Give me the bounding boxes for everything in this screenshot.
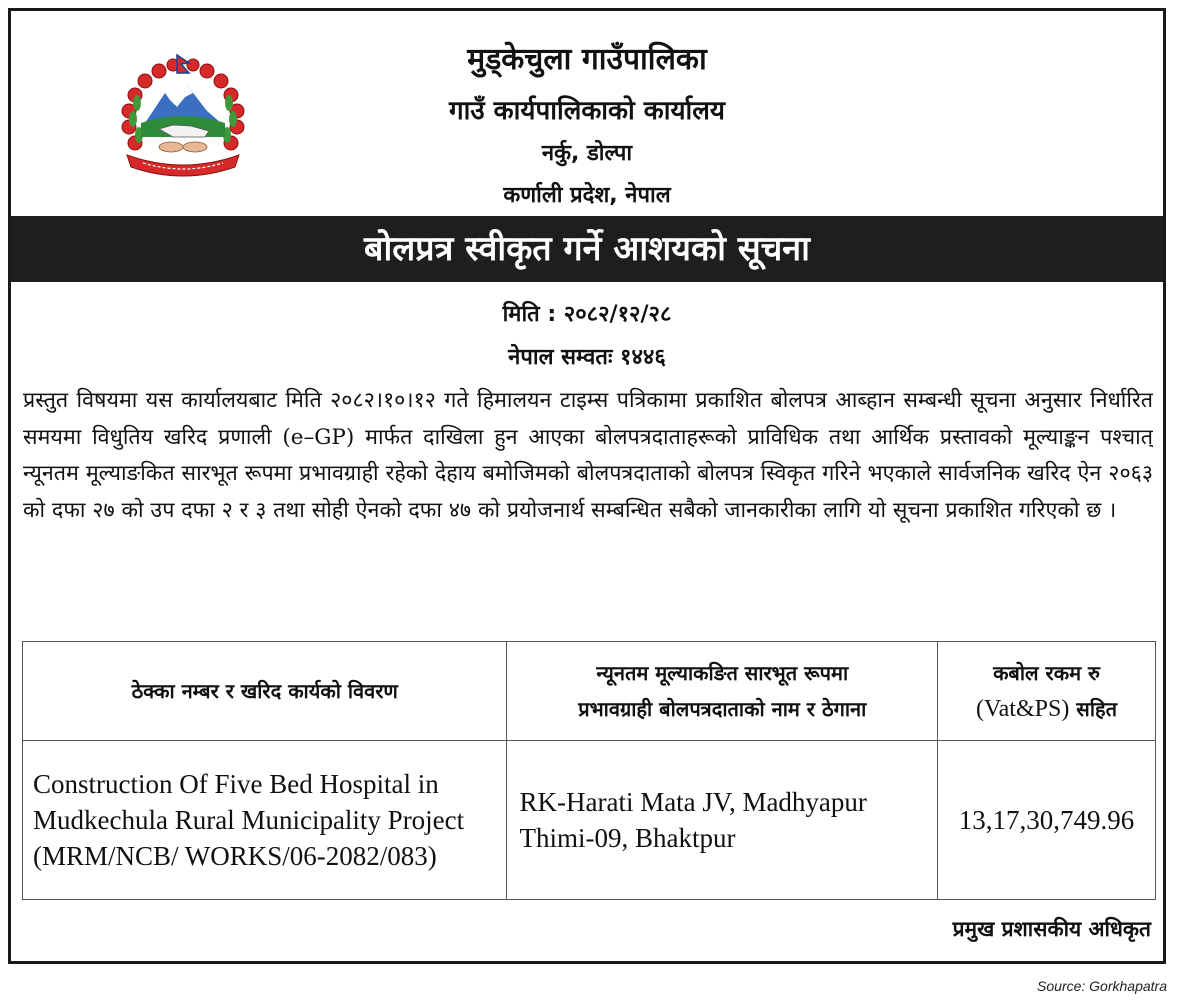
award-table: [22, 641, 1156, 900]
signatory: प्रमुख प्रशासकीय अधिकृत: [952, 917, 1151, 941]
contract-description: Construction Of Five Bed Hospital in Mudkechula Rural Municipality Project (MRM/NCB/ WORKS/06-2082/083): [23, 741, 507, 900]
province-line: कर्णाली प्रदेश, नेपाल: [503, 183, 671, 208]
notice-frame: [8, 8, 1166, 964]
notice-date: मिति : २०८२/१२/२८: [502, 302, 672, 327]
office-name: गाउँ कार्यपालिकाको कार्यालय: [449, 96, 725, 126]
bidder-name-address: RK-Harati Mata JV, Madhyapur Thimi-09, Bhaktpur: [507, 741, 938, 900]
office-location: नर्कु, डोल्पा: [541, 141, 633, 166]
notice-title-bar: [11, 216, 1163, 282]
header-bidder: न्यूनतम मूल्याकङित सारभूत रूपमा प्रभावग्राही बोलपत्रदाताको नाम र ठेगाना: [507, 642, 938, 741]
table-row: [23, 741, 1156, 900]
notice-title: बोलप्रत्र स्वीकृत गर्ने आशयको सूचना: [364, 229, 810, 269]
header-contract-description: ठेक्का नम्बर र खरिद कार्यको विवरण: [23, 642, 507, 741]
nepal-samvat: नेपाल सम्वतः १४४६: [508, 345, 666, 370]
notice-body: प्रस्तुत विषयमा यस कार्यालयबाट मिति २०८२।१०।१२ गते हिमालयन टाइम्स पत्रिकामा प्रकाशित बोलपत्र आब्हान सम्बन्धी सूचना अनुसार निर्धारित समयमा विधुतिय खरिद प्रणाली (e–GP) मार्फत दाखिला हुन आएका बोलपत्रदाताहरूको प्राविधिक तथा आर्थिक प्रस्तावको मूल्याङ्कन पश्चात् न्यूनतम मूल्याङकित सारभूत रूपमा प्रभावग्राही रहेको देहाय बमोजिमको बोलपत्रदाताको बोलपत्र स्विकृत गरिने भएकाले सार्वजनिक खरिद ऐन २०६३ को दफा २७ को उप दफा २ र ३ तथा सोही ऐनको दफा ४७ को प्रयोजनार्थ सम्बन्धित सबैको जानकारीका लागि यो सूचना प्रकाशित गरिएको छ ।: [23, 388, 1153, 523]
vat-note: (Vat&PS): [975, 696, 1070, 722]
table-header-row: [23, 642, 1156, 741]
header-bid-amount: कबोल रकम रु (Vat&PS) सहित: [938, 642, 1156, 741]
municipality-name: मुड्केचुला गाउँपालिका: [467, 42, 707, 77]
source-credit: Source: Gorkhapatra: [1037, 978, 1167, 994]
bid-amount: 13,17,30,749.96: [938, 741, 1156, 900]
